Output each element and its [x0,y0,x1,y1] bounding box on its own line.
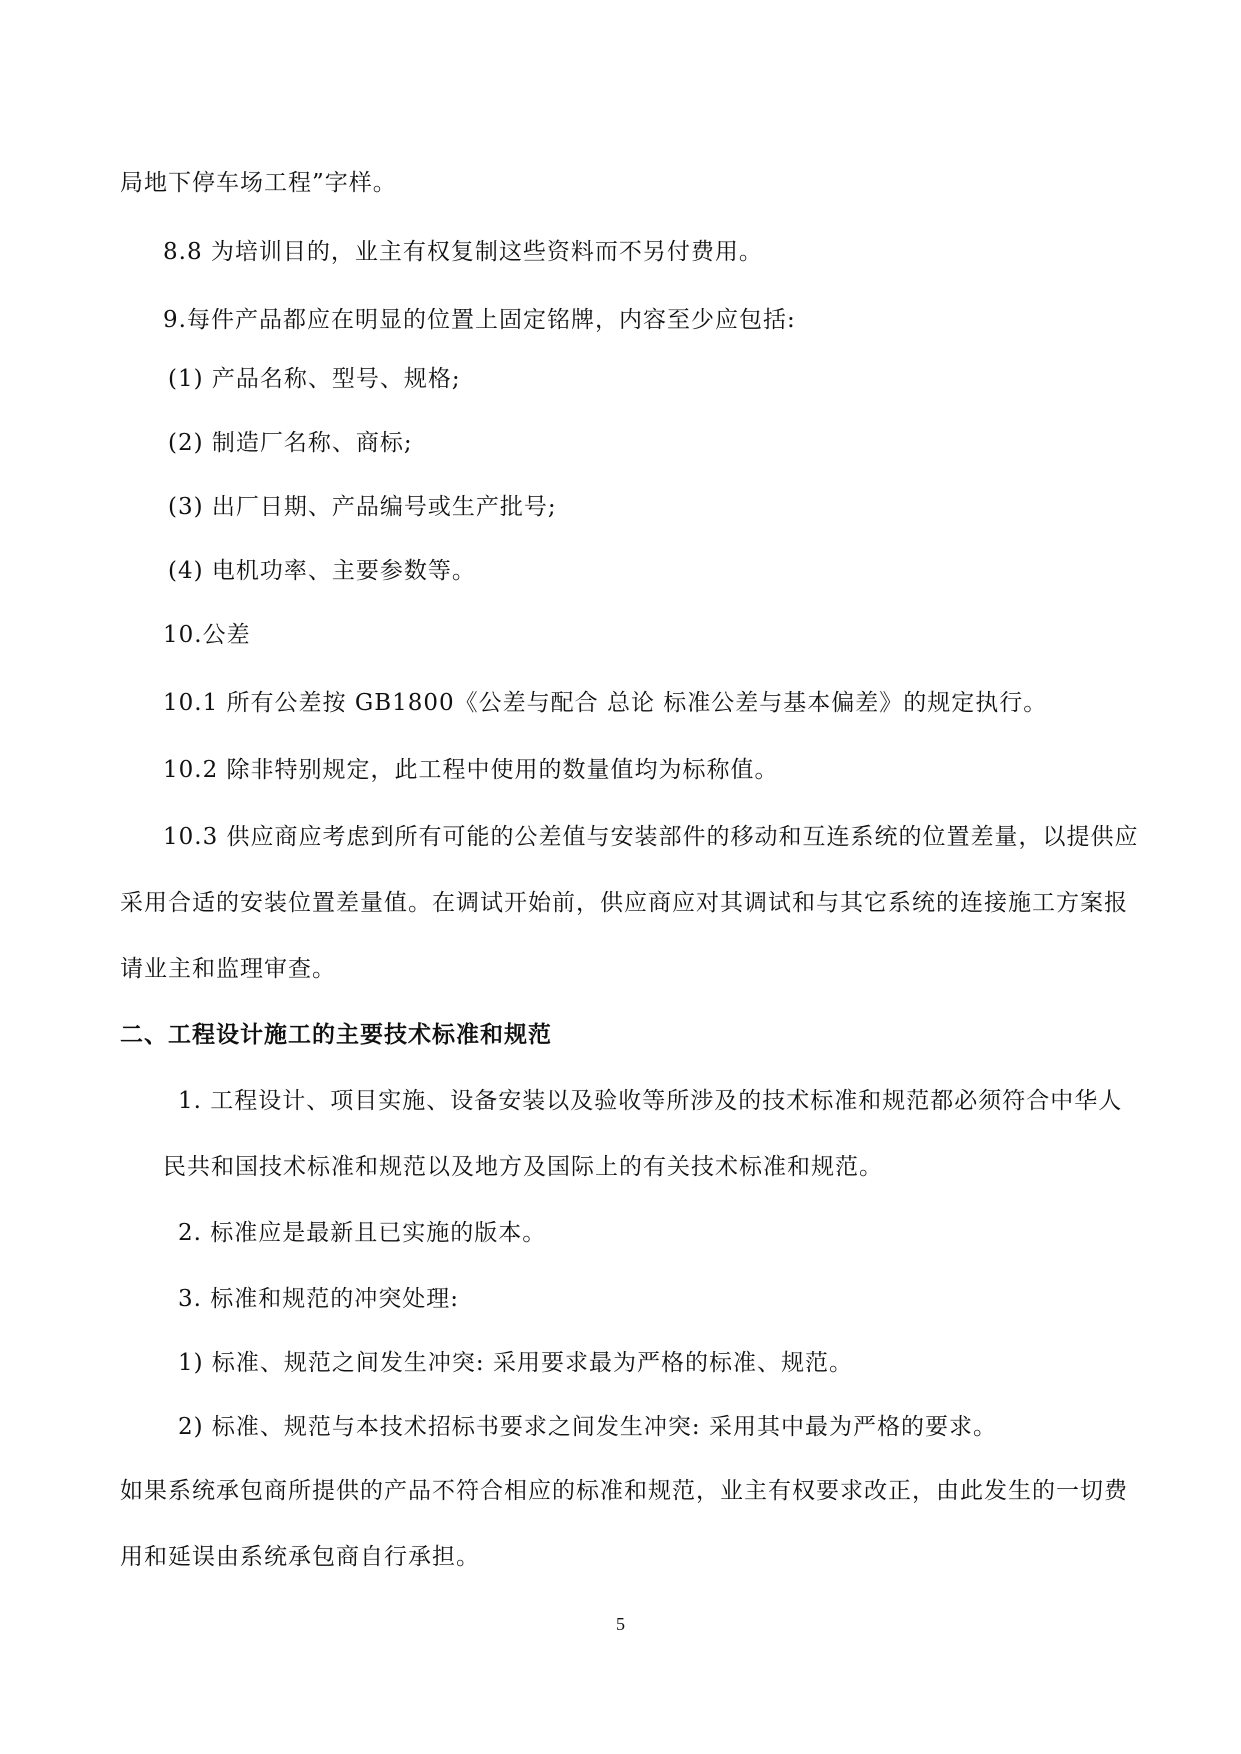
list-item-4: (4) 电机功率、主要参数等。 [168,558,476,584]
text-line-10-2: 10.2 除非特别规定，此工程中使用的数量值均为标称值。 [163,757,779,783]
closing-text-2: 用和延误由系统承包商自行承担。 [120,1544,480,1570]
page-number: 5 [616,1614,625,1634]
list-item-2: (2) 制造厂名称、商标; [168,430,413,456]
text-line-10-3-cont-2: 请业主和监理审查。 [120,956,336,982]
standard-item-3: 3. 标准和规范的冲突处理: [178,1286,460,1312]
text-line-10-1: 10.1 所有公差按 GB1800《公差与配合 总论 标准公差与基本偏差》的规定执行。 [163,690,1048,716]
list-item-1: (1) 产品名称、型号、规格; [168,366,461,392]
text-line-10-3: 10.3 供应商应考虑到所有可能的公差值与安装部件的移动和互连系统的位置差量，以提供应 [163,824,1139,850]
conflict-item-1: 1) 标准、规范之间发生冲突: 采用要求最为严格的标准、规范。 [178,1350,853,1376]
text-line-10-3-cont-1: 采用合适的安装位置差量值。在调试开始前，供应商应对其调试和与其它系统的连接施工方案报 [120,890,1128,916]
section-heading: 二、工程设计施工的主要技术标准和规范 [120,1022,552,1048]
text-line-continuation: 局地下停车场工程”字样。 [120,170,397,196]
closing-text-1: 如果系统承包商所提供的产品不符合相应的标准和规范，业主有权要求改正，由此发生的一切费 [120,1478,1128,1504]
list-item-3: (3) 出厂日期、产品编号或生产批号; [168,494,557,520]
text-line-8-8: 8.8 为培训目的，业主有权复制这些资料而不另付费用。 [163,239,763,265]
standard-item-1: 1. 工程设计、项目实施、设备安装以及验收等所涉及的技术标准和规范都必须符合中华人 [178,1088,1123,1114]
text-line-9: 9.每件产品都应在明显的位置上固定铭牌，内容至少应包括: [163,307,796,333]
standard-item-1-cont: 民共和国技术标准和规范以及地方及国际上的有关技术标准和规范。 [163,1154,883,1180]
conflict-item-2: 2) 标准、规范与本技术招标书要求之间发生冲突: 采用其中最为严格的要求。 [178,1414,997,1440]
standard-item-2: 2. 标准应是最新且已实施的版本。 [178,1220,547,1246]
section-10-title: 10.公差 [163,622,251,648]
